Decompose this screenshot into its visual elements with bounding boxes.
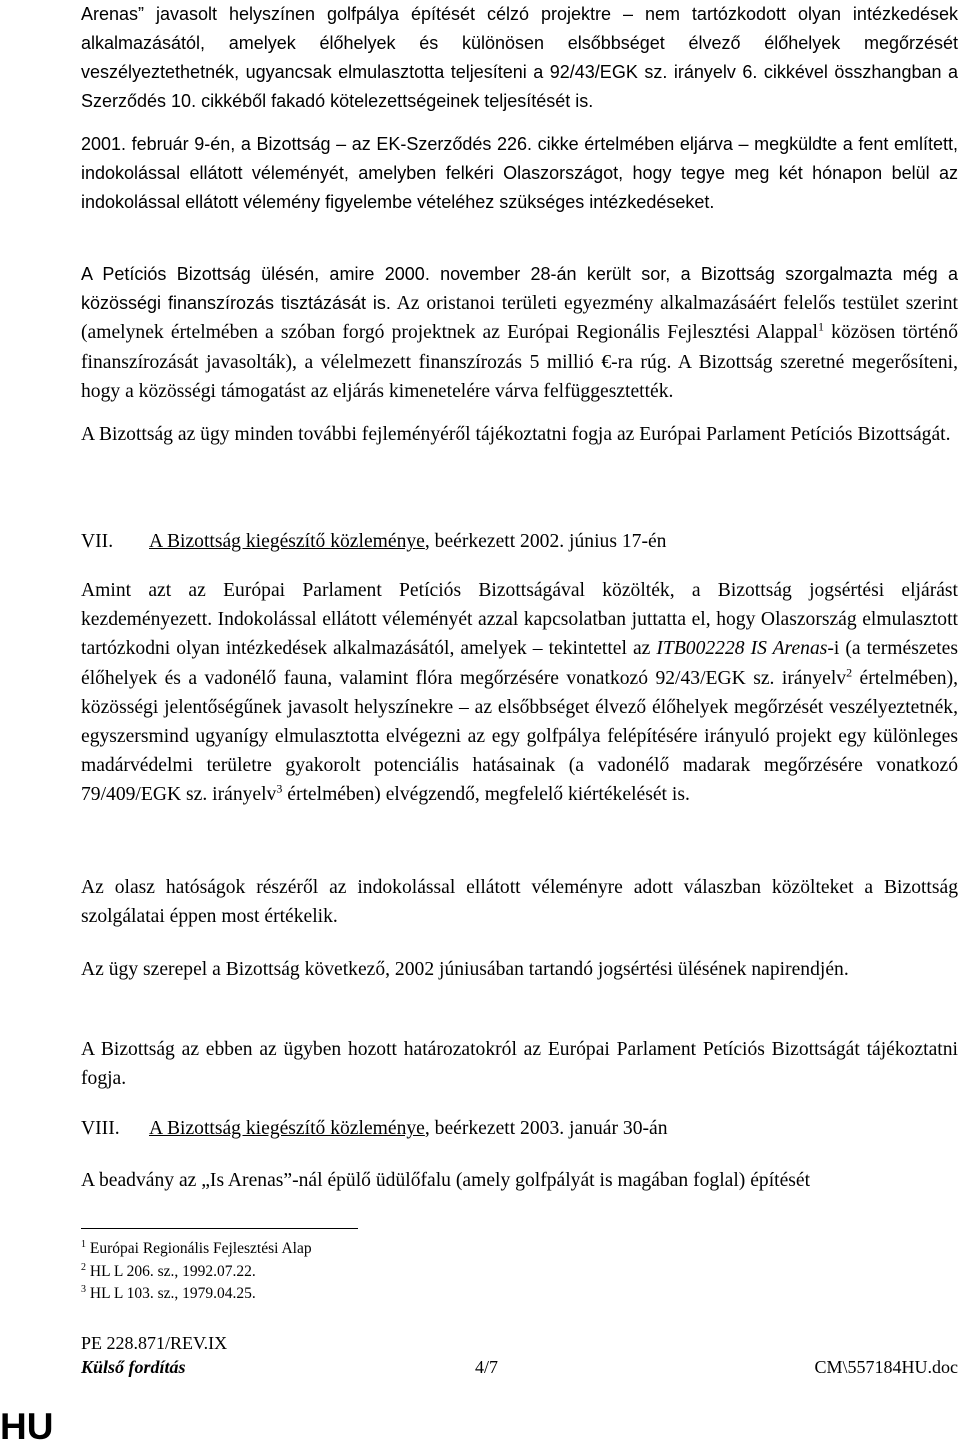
footnote-separator (81, 1228, 358, 1229)
paragraph-6: Az olasz hatóságok részéről az indokolással ellátott véleményre adott válaszban közölteket a Bizottság szolgálatai éppen most értékelik. (81, 877, 958, 928)
footnote-ref-2: 2 (846, 665, 853, 680)
paragraph-5 (81, 576, 958, 810)
case-reference: ITB002228 IS Arenas (656, 638, 828, 660)
paragraph-2: 2001. február 9-én, a Bizottság – az EK-Szerződés 226. cikke értelmében eljárva – megküldte a fent említett, indokolással ellátott véleményét, amelyben felkéri Olaszországot, hogy tegye meg két hónapon belül az indokolással ellátott vélemény figyelembe vételéhez szükséges intézkedéseket. (81, 134, 958, 212)
paragraph-5-part-d: értelmében) elvégzendő, megfelelő kiértékelését is. (287, 784, 690, 806)
paragraph-5-part-b: -i (a természetes élőhelyek és a vadonélő fauna, valamint flóra megőrzésére vonatkozó 92/43/EGK sz. irányelv (81, 638, 959, 689)
footnote-ref-3: 3 (276, 781, 283, 796)
paragraph-3-part-c: közösen történő finanszírozását javasolták), a vélelmezett finanszírozás 5 millió €-ra rúg. A Bizottság szeretné megerősíteni, hogy a közösségi támogatást az eljárás kimenetelére várva felfüggesztették. (81, 322, 958, 402)
paragraph-3 (81, 260, 958, 406)
footnote-1 (81, 1239, 312, 1259)
paragraph-4: A Bizottság az ügy minden további fejleményéről tájékoztatni fogja az Európai Parlament Petíciós Bizottságát. (81, 424, 951, 445)
section-title-7: A Bizottság kiegészítő közleménye (149, 531, 425, 552)
footnote-3-text: HL L 103. sz., 1979.04.25. (89, 1285, 256, 1302)
paragraph-8: A Bizottság az ebben az ügyben hozott határozatokról az Európai Parlament Petíciós Bizottságát tájékoztatni fogja. (81, 1039, 958, 1090)
section-date-7: , beérkezett 2002. június 17-én (424, 531, 667, 552)
footnote-2 (81, 1262, 256, 1282)
paragraph-1: Arenas” javasolt helyszínen golfpálya építését célzó projektre – nem tartózkodott olyan intézkedések alkalmazásától, amelyek élőhelyek és különösen elsőbbséget élvező élőhelyek megőrzését veszélyeztethetnék, ugyancsak elmulasztotta teljesíteni a 92/43/EGK sz. irányelv 6. cikkével összhangban a Szerződés 10. cikkéből fakadó kötelezettségeinek teljesítését is. (81, 4, 958, 111)
footer-row (81, 1356, 958, 1378)
paragraph-5-part-a: Amint azt az Európai Parlament Petíciós Bizottságával közölték, a Bizottság jogsértési eljárást kezdeményezett. Indokolással ellátott véleményét azzal kapcsolatban juttatta el, hogy Olaszország elmulasztott tartózkodni olyan intézkedések alkalmazásától, amelyek – tekintettel az (81, 580, 958, 660)
paragraph-3-part-a: A Petíciós Bizottság ülésén, amire 2000. november 28-án került sor, a Bizottság szorgalmazta még a közösségi finanszírozás tisztázását is. (81, 264, 958, 314)
footnote-1-number: 1 (81, 1238, 86, 1250)
footnote-2-text: HL L 206. sz., 1992.07.22. (89, 1263, 256, 1280)
section-date-8: , beérkezett 2003. január 30-án (424, 1118, 668, 1139)
section-heading-8 (81, 1114, 668, 1143)
paragraph-7: Az ügy szerepel a Bizottság következő, 2002 júniusában tartandó jogsértési ülésének napirendjén. (81, 959, 849, 980)
paragraph-5-part-c: értelmében), közösségi jelentőségűnek javasolt helyszínekre – az elsőbbséget élvező élőhelyek megőrzését veszélyeztetnék, egyszersmind ugyanígy elmulasztotta elvégezni az egy golfpálya felépítésére irányuló projekt egy különleges madárvédelmi területre gyakorolt potenciális hatásainak (a vadonélő madarak megőrzésére vonatkozó 79/409/EGK sz. irányelv (81, 667, 958, 806)
footer-file-ref: CM\557184HU.doc (814, 1357, 958, 1377)
section-number-8: VIII. (81, 1118, 120, 1139)
footer-translation-label: Külső fordítás (81, 1357, 186, 1377)
footnote-ref-1: 1 (818, 319, 824, 334)
paragraph-3-part-b: Az oristanoi területi egyezmény alkalmazásáért felelős testület szerint (amelynek értelmében a szóban forgó projektnek az Európai Regionális Fejlesztési Alappal (81, 293, 958, 344)
paragraph-9: A beadvány az „Is Arenas”-nál épülő üdülőfalu (amely golfpályát is magában foglal) építését (81, 1170, 811, 1191)
footer-doc-ref: PE 228.871/REV.IX (81, 1333, 228, 1353)
section-heading-7 (81, 527, 666, 556)
footnote-1-text: Európai Regionális Fejlesztési Alap (89, 1240, 312, 1257)
footer-page-number: 4/7 (475, 1357, 499, 1377)
section-number-7: VII. (81, 531, 114, 552)
footnote-2-number: 2 (81, 1261, 86, 1273)
footnote-3-number: 3 (81, 1283, 86, 1295)
footnote-3 (81, 1284, 256, 1304)
section-title-8: A Bizottság kiegészítő közleménye (149, 1118, 425, 1139)
language-code: HU (0, 1406, 54, 1447)
